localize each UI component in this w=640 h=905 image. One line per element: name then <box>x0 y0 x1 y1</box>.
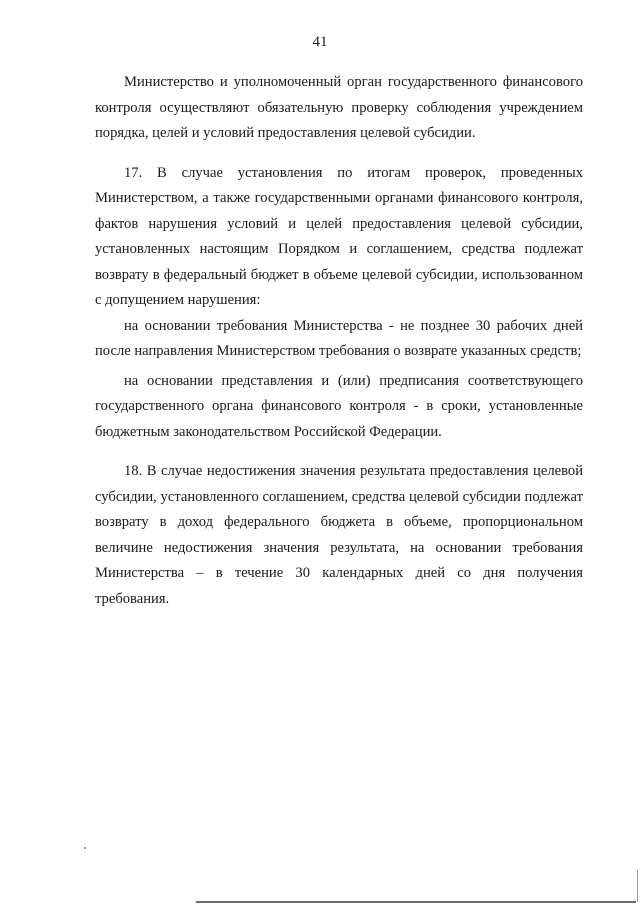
paragraph-18-result-shortfall: 18. В случае недостижения значения результата предоставления целевой субсидии, установленного соглашением, средства целевой субсидии подлежат возврату в доход федерального бюджета в объеме, пропорциональном величине недостижения значения результата, на основании требования Министерства – в течение 30 календарных дней со дня получения требования. <box>95 463 583 607</box>
paragraph-17-violations: 17. В случае установления по итогам проверок, проведенных Министерством, а также государственными органами финансового контроля, фактов нарушения условий и целей предоставления целевой субсидии, установленных настоящим Порядком и соглашением, средства подлежат возврату в федеральный бюджет в объеме целевой субсидии, использованном с допущением нарушения: <box>95 164 583 308</box>
scan-speck <box>84 847 86 849</box>
paragraph-ministry-control: Министерство и уполномоченный орган государственного финансового контроля осуществляют обязательную проверку соблюдения учреждением порядка, целей и условий предоставления целевой субсидии. <box>95 74 583 141</box>
paragraph-control-body-order: на основании представления и (или) предписания соответствующего государственного органа финансового контроля - в сроки, установленные бюджетным законодательством Российской Федерации. <box>95 372 583 440</box>
scan-right-edge <box>637 870 638 902</box>
page-number: 41 <box>312 34 328 50</box>
scan-bottom-edge <box>196 901 636 903</box>
paragraph-ministry-requirement: на основании требования Министерства - не позднее 30 рабочих дней после направления Министерством требования о возврате указанных средств; <box>95 317 583 359</box>
document-body <box>95 70 583 626</box>
